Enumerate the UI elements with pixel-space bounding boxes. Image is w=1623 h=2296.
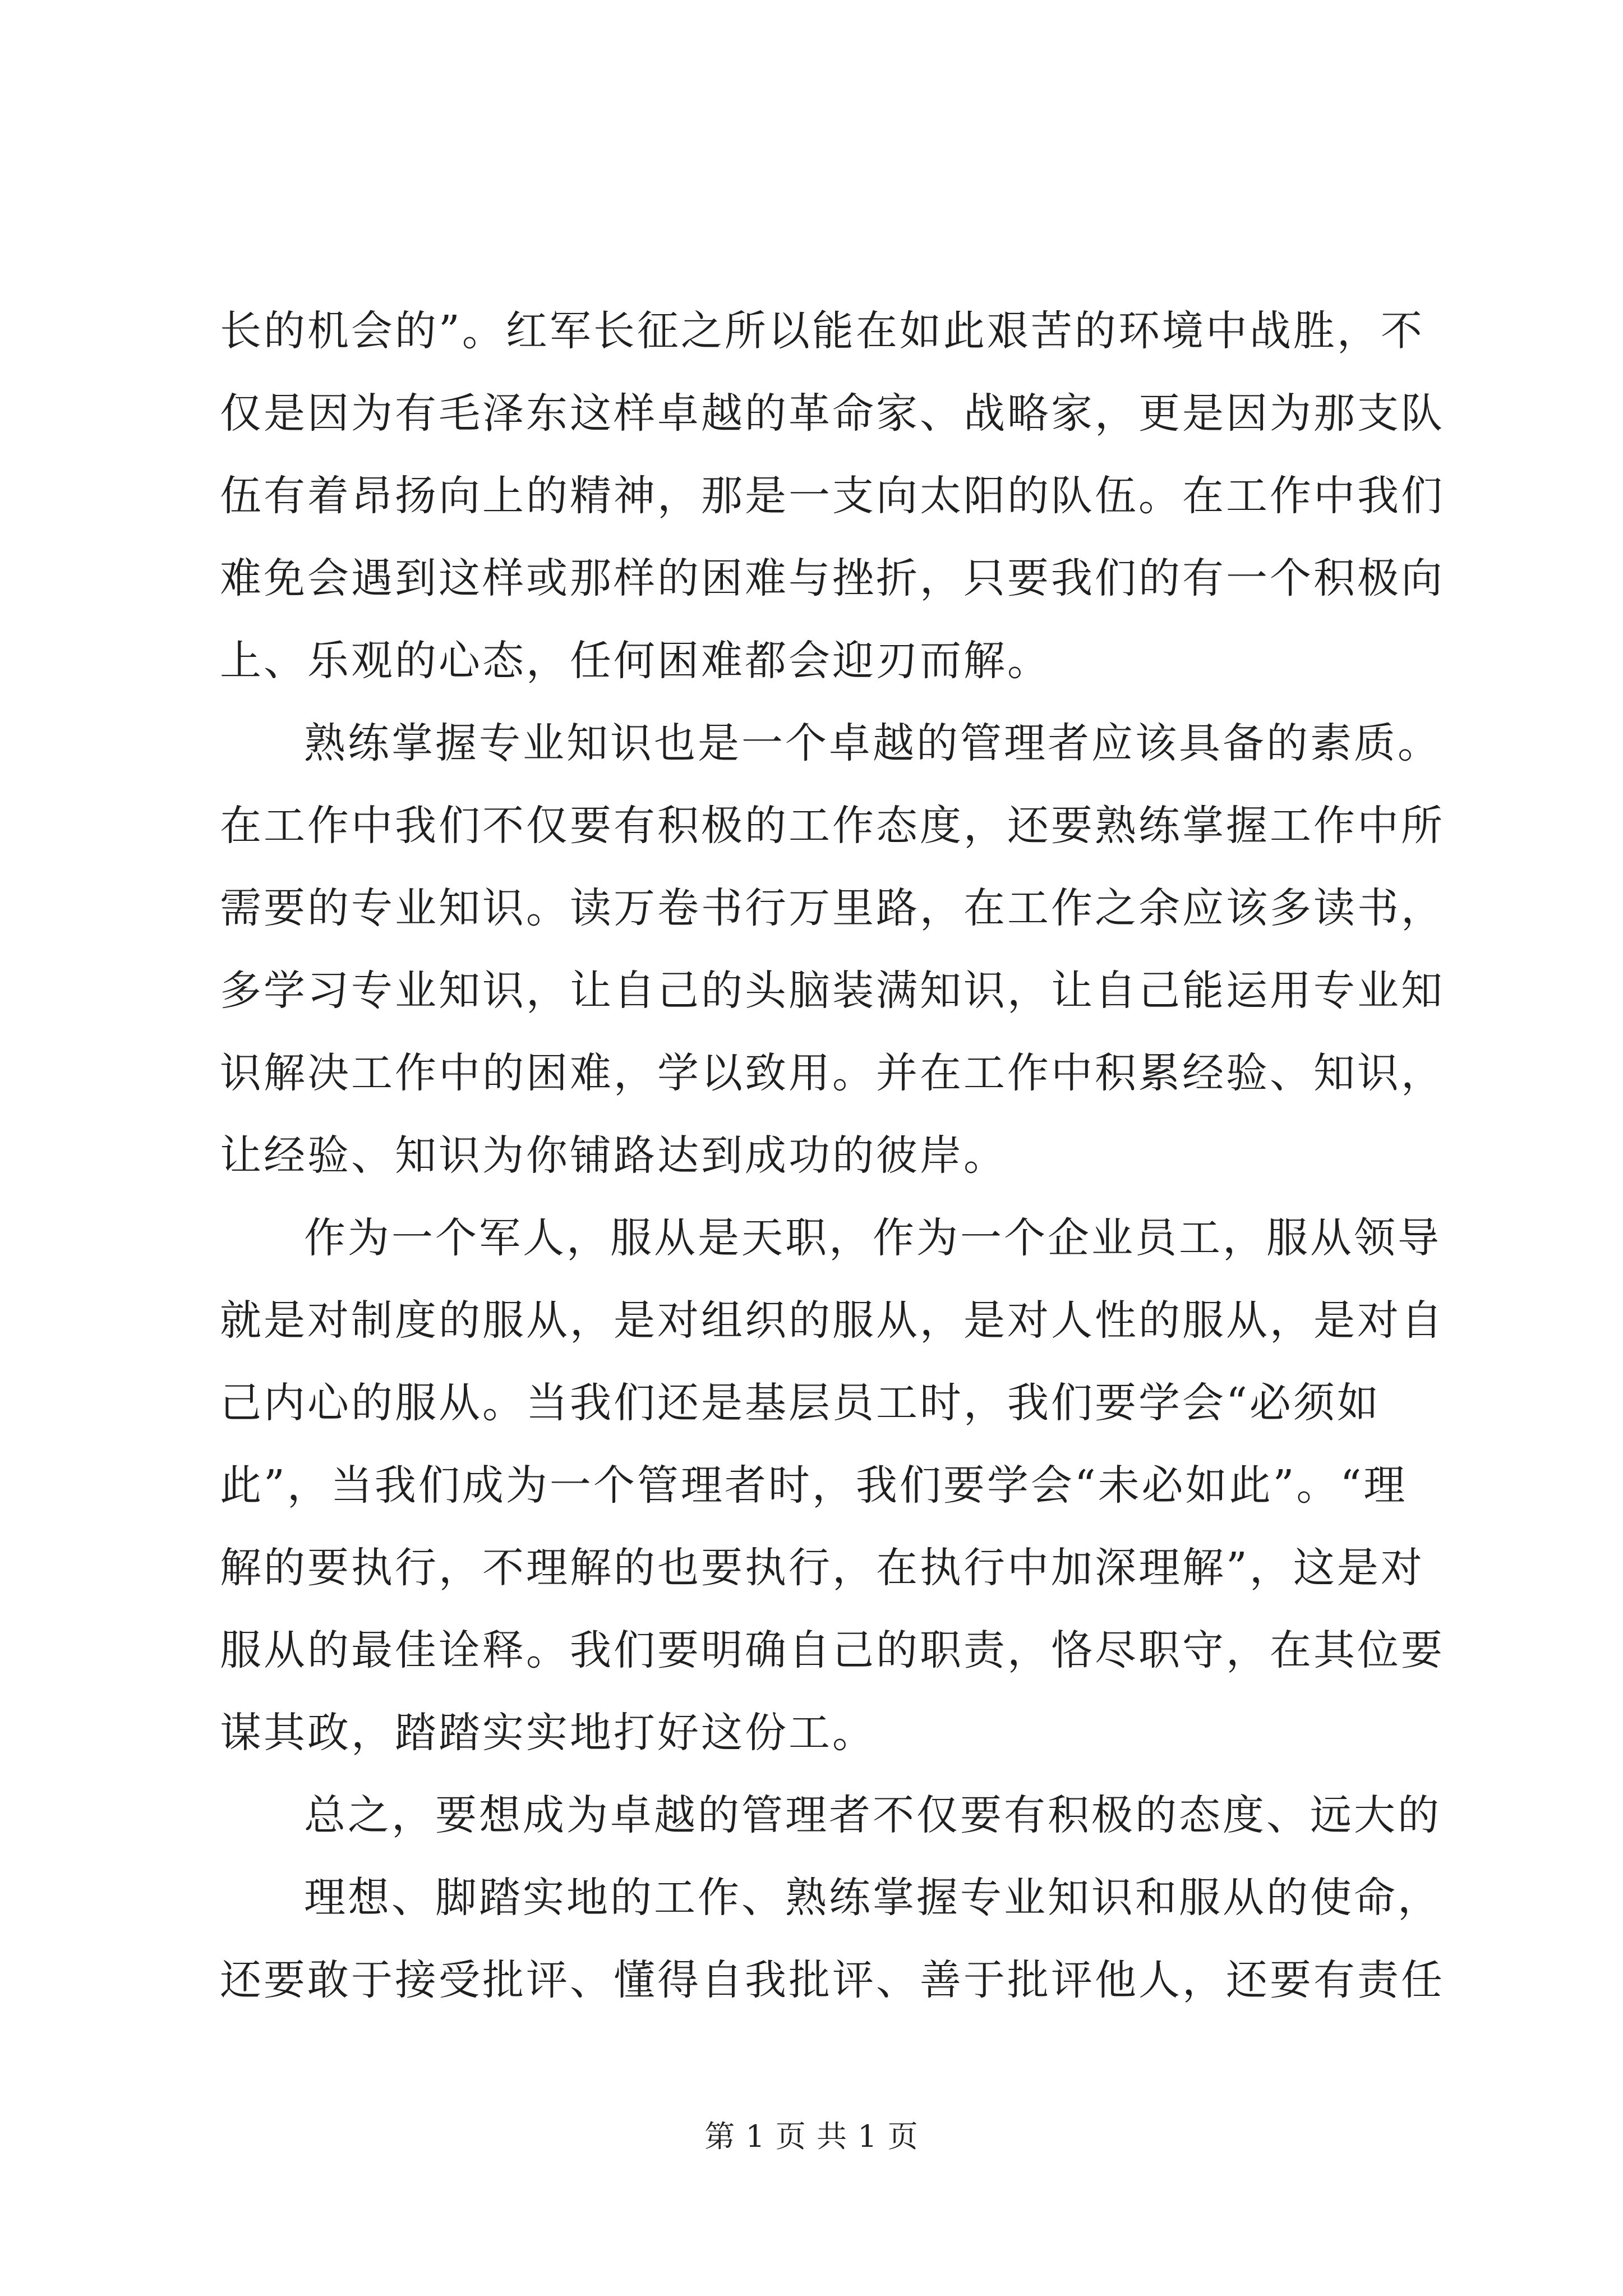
body-text-line: 上、乐观的心态，任何困难都会迎刃而解。 <box>220 637 1051 685</box>
body-text-line: 仅是因为有毛泽东这样卓越的革命家、战略家，更是因为那支队 <box>220 389 1445 438</box>
body-text-line: 多学习专业知识，让自己的头脑装满知识，让自己能运用专业知 <box>220 967 1445 1015</box>
body-text-line: 需要的专业知识。读万卷书行万里路，在工作之余应该多读书， <box>220 884 1445 932</box>
body-text-line: 识解决工作中的困难，学以致用。并在工作中积累经验、知识， <box>220 1049 1445 1097</box>
page-number-footer: 第 1 页 共 1 页 <box>704 2119 919 2154</box>
body-text-line: 谋其政，踏踏实实地打好这份工。 <box>220 1709 876 1757</box>
body-text-line: 还要敢于接受批评、懂得自我批评、善于批评他人，还要有责任 <box>220 1956 1445 2004</box>
body-text-line: 让经验、知识为你铺路达到成功的彼岸。 <box>220 1131 1007 1180</box>
body-text-line: 此”，当我们成为一个管理者时，我们要学会“未必如此”。“理 <box>220 1461 1408 1510</box>
paragraph-first-line: 作为一个军人，服从是天职，作为一个企业员工，服从领导 <box>304 1214 1441 1262</box>
body-text-line: 解的要执行，不理解的也要执行，在执行中加深理解”，这是对 <box>220 1544 1424 1592</box>
paragraph-first-line: 总之，要想成为卓越的管理者不仅要有积极的态度、远大的 <box>304 1791 1441 1839</box>
body-text-line: 己内心的服从。当我们还是基层员工时，我们要学会“必须如 <box>220 1379 1381 1427</box>
body-text-line: 伍有着昂扬向上的精神，那是一支向太阳的队伍。在工作中我们 <box>220 472 1445 520</box>
body-text-line: 难免会遇到这样或那样的困难与挫折，只要我们的有一个积极向 <box>220 554 1445 602</box>
body-text-line: 在工作中我们不仅要有积极的工作态度，还要熟练掌握工作中所 <box>220 802 1445 850</box>
body-text-line: 就是对制度的服从，是对组织的服从，是对人性的服从，是对自 <box>220 1296 1445 1345</box>
body-text-line: 服从的最佳诠释。我们要明确自己的职责，恪尽职守，在其位要 <box>220 1626 1445 1674</box>
body-text-line: 长的机会的”。红军长征之所以能在如此艰苦的环境中战胜，不 <box>220 307 1424 355</box>
body-text-line: 理想、脚踏实地的工作、熟练掌握专业知识和服从的使命， <box>304 1874 1441 1922</box>
paragraph-first-line: 熟练掌握专业知识也是一个卓越的管理者应该具备的素质。 <box>304 719 1441 767</box>
